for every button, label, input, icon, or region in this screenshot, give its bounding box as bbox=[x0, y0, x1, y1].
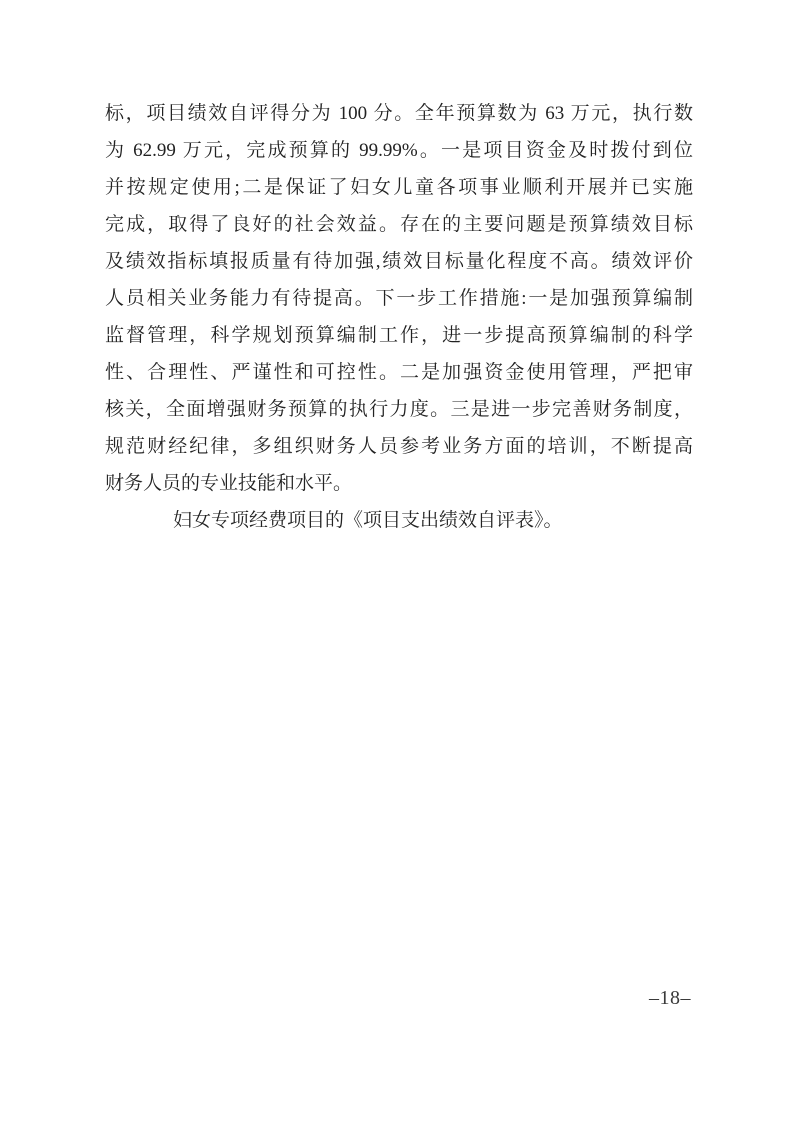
body-line: 及绩效指标填报质量有待加强,绩效目标量化程度不高。绩效评价 bbox=[105, 251, 693, 272]
body-text bbox=[105, 95, 693, 539]
body-line: 性、合理性、严谨性和可控性。二是加强资金使用管理，严把审 bbox=[105, 362, 693, 383]
body-line: 财务人员的专业技能和水平。 bbox=[105, 473, 353, 494]
body-line: 为 62.99 万元，完成预算的 99.99%。一是项目资金及时拨付到位 bbox=[105, 140, 693, 161]
body-line: 规范财经纪律，多组织财务人员参考业务方面的培训，不断提高 bbox=[105, 436, 693, 457]
body-line-paragraph-start: 妇女专项经费项目的《项目支出绩效自评表》。 bbox=[173, 510, 563, 531]
body-line: 人员相关业务能力有待提高。下一步工作措施:一是加强预算编制 bbox=[105, 288, 693, 309]
body-line: 并按规定使用;二是保证了妇女儿童各项事业顺利开展并已实施 bbox=[105, 177, 693, 198]
body-line: 核关，全面增强财务预算的执行力度。三是进一步完善财务制度， bbox=[105, 399, 693, 420]
body-line: 标，项目绩效自评得分为 100 分。全年预算数为 63 万元，执行数 bbox=[105, 103, 693, 124]
body-line: 监督管理，科学规划预算编制工作，进一步提高预算编制的科学 bbox=[105, 325, 693, 346]
body-line: 完成，取得了良好的社会效益。存在的主要问题是预算绩效目标 bbox=[105, 214, 693, 235]
page-number: –18– bbox=[649, 987, 691, 1009]
